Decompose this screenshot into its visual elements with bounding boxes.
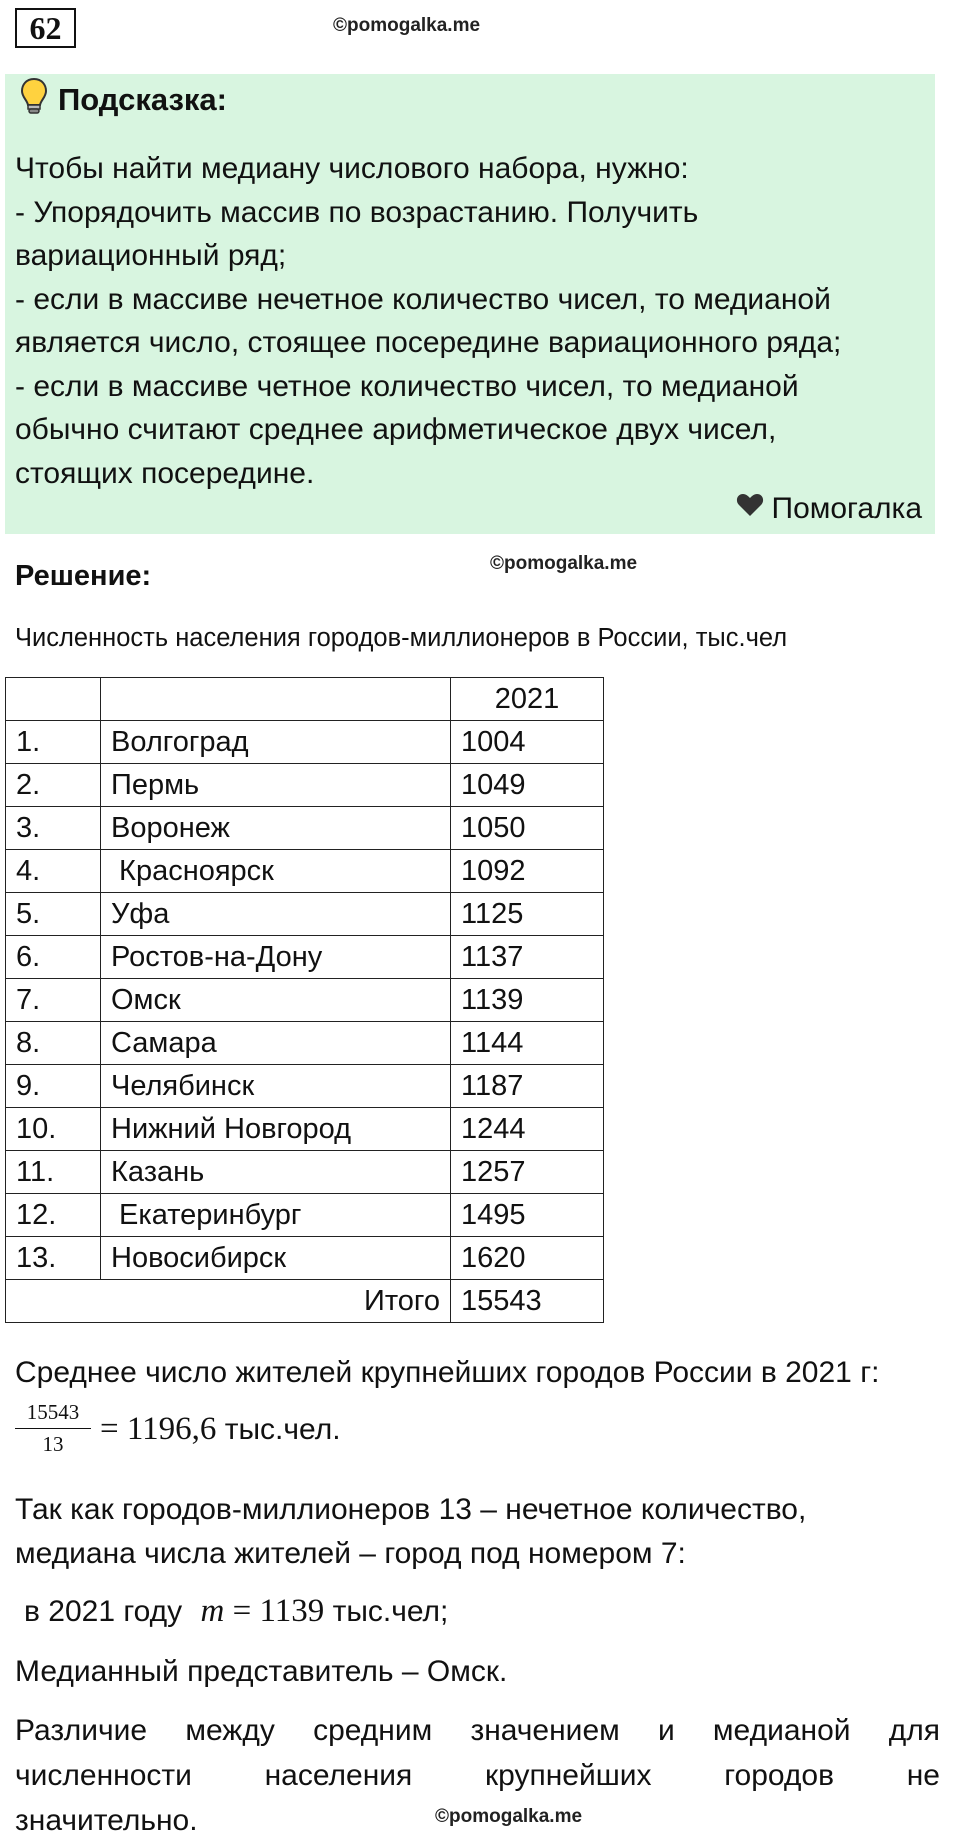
- total-value: 15543: [451, 1280, 604, 1323]
- word: численности: [15, 1759, 192, 1792]
- population-value: 1495: [451, 1194, 604, 1237]
- city-name: Ростов-на-Дону: [101, 936, 451, 979]
- footer-watermark: ©pomogalka.me: [435, 1806, 583, 1827]
- header-cell: [101, 678, 451, 721]
- word: не: [906, 1759, 940, 1792]
- table-row: [6, 1237, 604, 1280]
- city-name: Екатеринбург: [101, 1194, 451, 1237]
- year-header: 2021: [451, 678, 604, 721]
- hint-line: является число, стоящее посередине вариационного ряда;: [15, 326, 842, 359]
- word: Различие: [15, 1714, 148, 1747]
- fraction-bar: [15, 1428, 91, 1429]
- population-value: 1257: [451, 1151, 604, 1194]
- mean-result: = 1196,6: [100, 1411, 217, 1447]
- table-total-row: [6, 1280, 604, 1323]
- table-row: [6, 936, 604, 979]
- row-number: 4.: [6, 850, 101, 893]
- table-row: [6, 1022, 604, 1065]
- hint-line: - если в массиве нечетное количество чисел, то медианой: [15, 282, 831, 316]
- word: для: [888, 1714, 940, 1747]
- conclusion-line: [15, 1708, 940, 1753]
- population-value: 1244: [451, 1108, 604, 1151]
- table-row: [6, 893, 604, 936]
- hint-line: Чтобы найти медиану числового набора, нужно:: [15, 152, 689, 185]
- city-name: Волгоград: [101, 721, 451, 764]
- row-number: 5.: [6, 893, 101, 936]
- row-number: 1.: [6, 721, 101, 764]
- row-number: 9.: [6, 1065, 101, 1108]
- population-value: 1125: [451, 893, 604, 936]
- table-row: [6, 764, 604, 807]
- population-value: 1139: [451, 979, 604, 1022]
- table-row: [6, 979, 604, 1022]
- mean-fraction: [15, 1400, 91, 1457]
- solution-heading: Решение:: [15, 560, 152, 592]
- median-line: медиана числа жителей – город под номером 7:: [15, 1537, 686, 1570]
- hint-line: - Упорядочить массив по возрастанию. Получить: [15, 195, 699, 229]
- city-name: Красноярск: [101, 850, 451, 893]
- fraction-denominator: 13: [42, 1432, 64, 1456]
- conclusion-line: [15, 1753, 940, 1798]
- hint-body: [15, 147, 930, 495]
- median-prefix: в 2021 году: [24, 1595, 183, 1628]
- population-table: [5, 677, 604, 1323]
- table-row: [6, 1194, 604, 1237]
- population-value: 1049: [451, 764, 604, 807]
- mean-result-line: [100, 1411, 341, 1448]
- row-number: 2.: [6, 764, 101, 807]
- row-number: 7.: [6, 979, 101, 1022]
- word: средним: [313, 1714, 433, 1747]
- lightbulb-icon: [20, 77, 48, 123]
- hint-line: вариационный ряд;: [15, 239, 287, 272]
- table-row: [6, 807, 604, 850]
- row-number: 6.: [6, 936, 101, 979]
- row-number: 11.: [6, 1151, 101, 1194]
- header-cell: [6, 678, 101, 721]
- city-name: Казань: [101, 1151, 451, 1194]
- city-name: Челябинск: [101, 1065, 451, 1108]
- table-header-row: [6, 678, 604, 721]
- row-number: 3.: [6, 807, 101, 850]
- median-unit: тыс.чел;: [332, 1595, 449, 1628]
- hint-title: [20, 80, 227, 120]
- hint-signature: [736, 492, 923, 526]
- median-line: Так как городов-миллионеров 13 – нечетное количество,: [15, 1493, 807, 1526]
- word: значением: [470, 1714, 620, 1747]
- population-value: 1004: [451, 721, 604, 764]
- median-value: = 1139: [232, 1593, 325, 1629]
- table-row: [6, 1065, 604, 1108]
- median-representative: Медианный представитель – Омск.: [15, 1655, 508, 1688]
- median-value-line: [24, 1590, 448, 1633]
- word: медианой: [712, 1714, 851, 1747]
- population-value: 1137: [451, 936, 604, 979]
- mean-unit: тыс.чел.: [224, 1413, 341, 1446]
- word: городов: [724, 1759, 835, 1792]
- fraction-numerator: 15543: [26, 1400, 80, 1424]
- watermark: ©pomogalka.me: [333, 15, 481, 36]
- hint-line: обычно считают среднее арифметическое двух чисел,: [15, 413, 777, 446]
- word: крупнейших: [484, 1759, 652, 1792]
- watermark: ©pomogalka.me: [490, 553, 638, 574]
- table-row: [6, 1151, 604, 1194]
- row-number: 8.: [6, 1022, 101, 1065]
- city-name: Самара: [101, 1022, 451, 1065]
- population-value: 1050: [451, 807, 604, 850]
- city-name: Пермь: [101, 764, 451, 807]
- word: между: [185, 1714, 275, 1747]
- hint-line: стоящих посередине.: [15, 456, 315, 490]
- population-value: 1187: [451, 1065, 604, 1108]
- city-name: Уфа: [101, 893, 451, 936]
- table-row: [6, 1108, 604, 1151]
- heart-icon: [736, 492, 764, 526]
- total-label: Итого: [6, 1280, 451, 1323]
- table-row: [6, 721, 604, 764]
- table-caption: Численность населения городов-миллионеров в России, тыс.чел: [15, 624, 788, 652]
- median-variable: m: [200, 1593, 225, 1629]
- city-name: Воронеж: [101, 807, 451, 850]
- city-name: Нижний Новгород: [101, 1108, 451, 1151]
- word: и: [657, 1714, 675, 1747]
- row-number: 10.: [6, 1108, 101, 1151]
- hint-line: - если в массиве четное количество чисел, то медианой: [15, 369, 799, 403]
- population-value: 1620: [451, 1237, 604, 1280]
- row-number: 13.: [6, 1237, 101, 1280]
- hint-title-text: Подсказка:: [58, 82, 227, 117]
- conclusion-line: значительно.: [15, 1804, 198, 1837]
- city-name: Новосибирск: [101, 1237, 451, 1280]
- population-value: 1144: [451, 1022, 604, 1065]
- population-value: 1092: [451, 850, 604, 893]
- table-row: [6, 850, 604, 893]
- word: населения: [264, 1759, 413, 1792]
- mean-text: Среднее число жителей крупнейших городов России в 2021 г:: [15, 1356, 880, 1389]
- signature-text: Помогалка: [771, 492, 922, 525]
- row-number: 12.: [6, 1194, 101, 1237]
- city-name: Омск: [101, 979, 451, 1022]
- task-number: 62: [15, 8, 76, 48]
